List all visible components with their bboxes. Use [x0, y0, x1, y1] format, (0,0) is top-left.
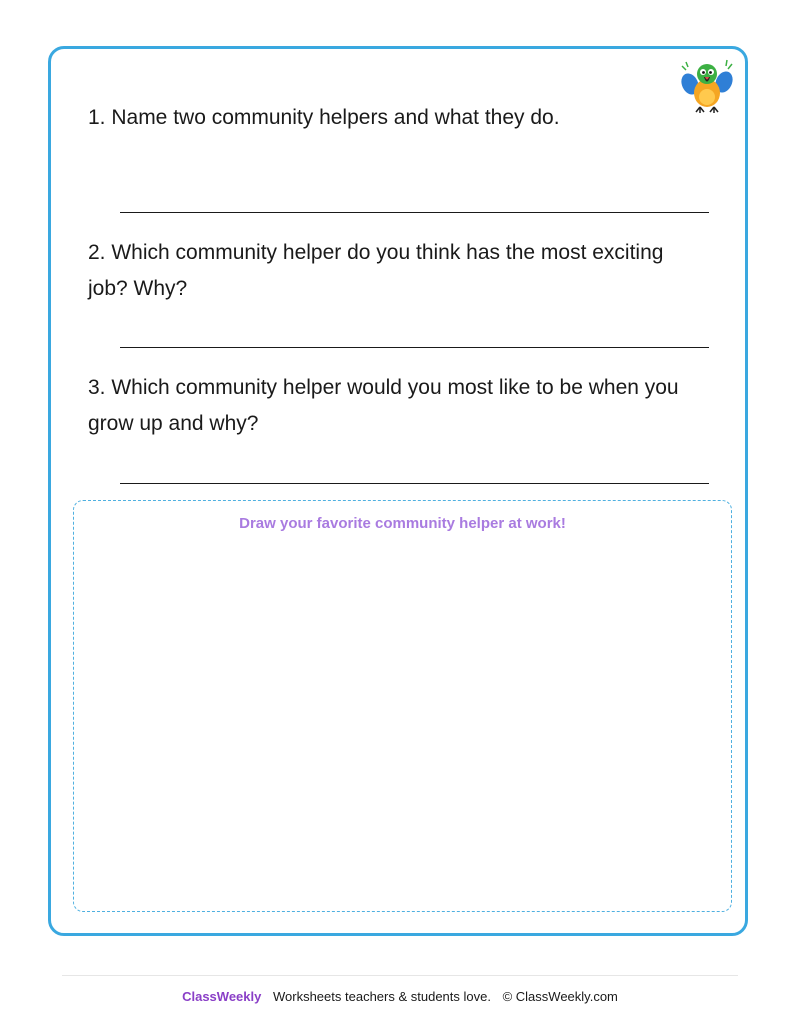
drawing-prompt: Draw your favorite community helper at work! [239, 515, 566, 532]
question-3: 3. Which community helper would you most like to be when you grow up and why? [88, 376, 679, 435]
footer [0, 989, 800, 1004]
answer-line-1[interactable] [120, 212, 709, 213]
answer-line-2[interactable] [120, 347, 709, 348]
drawing-area[interactable] [73, 500, 732, 912]
footer-brand: ClassWeekly [182, 989, 262, 1004]
answer-line-3[interactable] [120, 483, 709, 484]
question-1: 1. Name two community helpers and what they do. [88, 106, 560, 129]
footer-tagline: Worksheets teachers & students love. [272, 989, 491, 1004]
footer-divider [62, 975, 738, 976]
footer-copyright: © ClassWeekly.com [502, 989, 618, 1004]
question-2: 2. Which community helper do you think has the most exciting job? Why? [88, 241, 664, 300]
